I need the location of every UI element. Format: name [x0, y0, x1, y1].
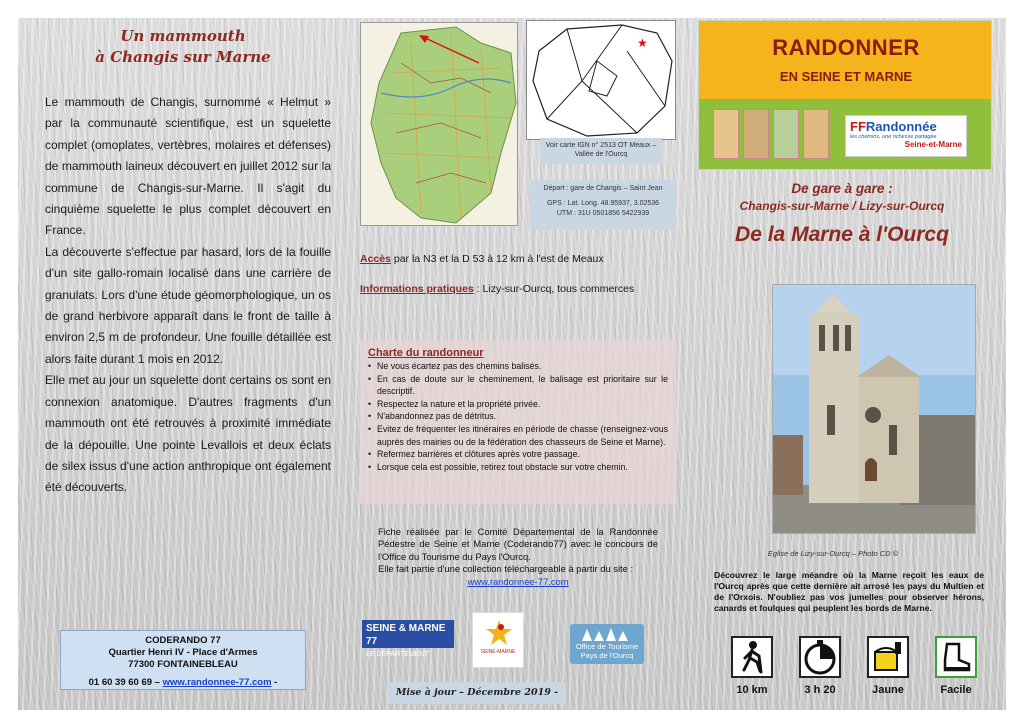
distance-label: 10 km: [736, 684, 768, 696]
charter-item: • Respectez la nature et la propriété privée.: [368, 398, 668, 411]
locator-map-graphic: [527, 21, 677, 141]
access-info: [360, 252, 670, 267]
stopwatch-icon: [799, 636, 841, 678]
guide-book-thumbnail: [803, 109, 829, 159]
update-date: Mise à jour – Décembre 2019 -: [388, 682, 566, 704]
guide-book-thumbnail: [713, 109, 739, 159]
contact-address-line2: 77300 FONTAINEBLEAU: [128, 659, 238, 670]
practical-info: [360, 282, 670, 297]
contact-box: [60, 630, 306, 690]
paint-marker-glyph: [869, 638, 907, 676]
banner-subtitle: EN SEINE ET MARNE: [779, 69, 913, 84]
route-type-title: De gare à gare :: [791, 181, 893, 196]
svg-text:★: ★: [637, 36, 648, 50]
contact-suffix: -: [274, 677, 278, 688]
mammoth-paragraph: La découverte s'effectue par hasard, lors de la fouille d'un site gallo-romain localisé dans une carrière de granulats. Lors d'une étude géomorphologique, un os de grand herbivore apparaît dans le front de taille à environ 2,5 m de profondeur. Une fouille détaillée est alors faite durant 1 mois en 2012.: [45, 244, 331, 366]
charter-item: • Ne vous écartez pas des chemins balisés.: [368, 360, 668, 373]
contact-phone-line: [61, 677, 305, 689]
charter-item: • Lorsque cela est possible, retirez tout obstacle sur votre chemin.: [368, 461, 668, 474]
cover-column: [678, 18, 1006, 710]
office-tourisme-logo: [570, 624, 644, 664]
route-stations: Changis-sur-Marne / Lizy-sur-Ourcq: [739, 199, 945, 213]
difficulty-stat: [928, 636, 984, 696]
charter-item: • Refermez barrières et clôtures après votre passage.: [368, 448, 668, 461]
access-label: Accès: [360, 253, 391, 265]
mammoth-text: [45, 92, 331, 499]
credits-website-link[interactable]: www.randonnee-77.com: [467, 575, 569, 587]
ffrandonnee-word: Randonnée: [865, 119, 937, 134]
mammoth-column: [18, 18, 348, 710]
difficulty-label: Facile: [940, 684, 972, 696]
ffrandonnee-name: [850, 119, 962, 134]
charter-item: • Evitez de fréquenter les itinéraires en période de chasse (renseignez-vous auprès des mairies ou de la fédération des chasseurs de Seine et Marne).: [368, 423, 668, 448]
credits-paragraph: Fiche réalisée par le Comité Départemental de la Randonnée Pédestre de Seine et Marne (Coderando77) avec le concours de l'Office du Tourisme du Pays l'Ourcq.: [378, 526, 658, 562]
ile-de-france-locator-map: [526, 20, 676, 140]
brochure-page: [18, 18, 1006, 710]
church-illustration: [773, 285, 976, 534]
trees-icon: [577, 627, 637, 641]
contact-org: CODERANDO 77: [145, 635, 221, 646]
gps-coordinates: GPS : Lat. Long. 48.95937, 3.02536: [546, 200, 660, 207]
hiker-icon: [731, 636, 773, 678]
ffrandonnee-logo: [845, 115, 967, 157]
boot-icon: [935, 636, 977, 678]
charter-item: • N'abandonnez pas de détritus.: [368, 410, 668, 423]
walk-description: Découvrez le large méandre où la Marne reçoit les eaux de l'Ourcq après que cette dernière ait arrosé les pays du Multien et de l'Orxois. N'oubliez pas vos jumelles pour observer hérons, canards et foulques qui peuplent les bords de Marne.: [714, 570, 984, 613]
walk-title: De la Marne à l'Ourcq: [735, 223, 949, 246]
banner-title: RANDONNER: [772, 35, 920, 60]
seine-et-marne-logo: [362, 620, 454, 658]
contact-phone: 01 60 39 60 69 –: [88, 677, 160, 688]
charter-item: • En cas de doute sur le cheminement, le balisage est prioritaire sur le descriptif.: [368, 373, 668, 398]
route-map: [360, 22, 518, 226]
ffrandonnee-region: Seine-et-Marne: [904, 140, 962, 149]
guide-book-thumbnail: [773, 109, 799, 159]
ffrandonnee-prefix: FF: [850, 119, 866, 134]
practical-info-text: : Lizy-sur-Ourcq, tous commerces: [473, 283, 635, 295]
map-caption: Voir carte IGN n° 2513 OT Meaux – Vallée de l'Ourcq: [540, 138, 662, 164]
ffrandonnee-tagline: les chemins, une richesse partagée: [850, 134, 937, 140]
marking-stat: [860, 636, 916, 696]
info-column: [348, 18, 678, 710]
photo-caption: Eglise de Lizy-sur-Ourcq – Photo CD ©: [767, 549, 899, 558]
coderando-logo-text: SEINE-MARNE: [480, 649, 516, 655]
charter-list: [368, 360, 668, 473]
gps-box: [530, 180, 676, 230]
guide-book-thumbnail: [743, 109, 769, 159]
church-photo: [772, 284, 976, 534]
boot-glyph: [937, 638, 975, 676]
credits-text: [378, 526, 658, 588]
practical-info-label: Informations pratiques: [360, 283, 474, 295]
gps-depart: Départ : gare de Changis – Saint Jean: [543, 185, 663, 192]
contact-address-line1: Quartier Henri IV - Place d'Armes: [108, 647, 258, 658]
mammoth-paragraph: Elle met au jour un squelette dont certains os sont en connexion anatomique. D'autres fragments d'un mammouth ont été retrouvés à proximité immédiate de la dépouille. Une pointe Levallois et deux éclats de silex issus d'une action anthropique ont également été découverts.: [45, 373, 331, 495]
contact-website-link[interactable]: www.randonnee-77.com: [162, 677, 272, 688]
hiker-glyph: [733, 638, 771, 676]
charter-title: Charte du randonneur: [368, 347, 484, 359]
seine-et-marne-logo-subtext: LE DÉPARTEMENT: [366, 651, 429, 658]
office-tourisme-logo-text: Office de Tourisme Pays de l'Ourcq: [575, 642, 639, 660]
seine-et-marne-map-graphic: [361, 23, 518, 226]
duration-stat: [792, 636, 848, 696]
credits-collection-text: Elle fait partie d'une collection téléchargeable à partir du site :: [378, 563, 634, 575]
marking-label: Jaune: [872, 684, 904, 696]
hiker-charter: [360, 340, 676, 504]
paint-marker-icon: [867, 636, 909, 678]
seine-et-marne-logo-text: SEINE & MARNE 77: [366, 623, 446, 647]
mammoth-paragraph: Le mammouth de Changis, surnommé « Helmut » par la communauté scientifique, est un squelette complet (omoplates, vertèbres, molaires et défenses) de mammouth laineux découvert en juillet 2012 sur la commune de Changis-sur-Marne. Il s'agit du cinquième squelette le plus complet découvert en France.: [45, 95, 331, 238]
coderando-logo: [472, 612, 524, 668]
mammoth-title-line1: Un mammouth: [120, 27, 246, 45]
mammoth-title: [18, 26, 348, 68]
hiker-star-icon: [484, 619, 514, 647]
stopwatch-glyph: [801, 638, 839, 676]
gps-utm: UTM : 31U 0501856 5422939: [556, 210, 650, 217]
mammoth-title-line2: à Changis sur Marne: [95, 48, 271, 66]
distance-stat: [724, 636, 780, 696]
duration-label: 3 h 20: [804, 684, 836, 696]
access-text: par la N3 et la D 53 à 12 km à l'est de Meaux: [390, 253, 604, 265]
randonner-banner: [698, 20, 992, 170]
